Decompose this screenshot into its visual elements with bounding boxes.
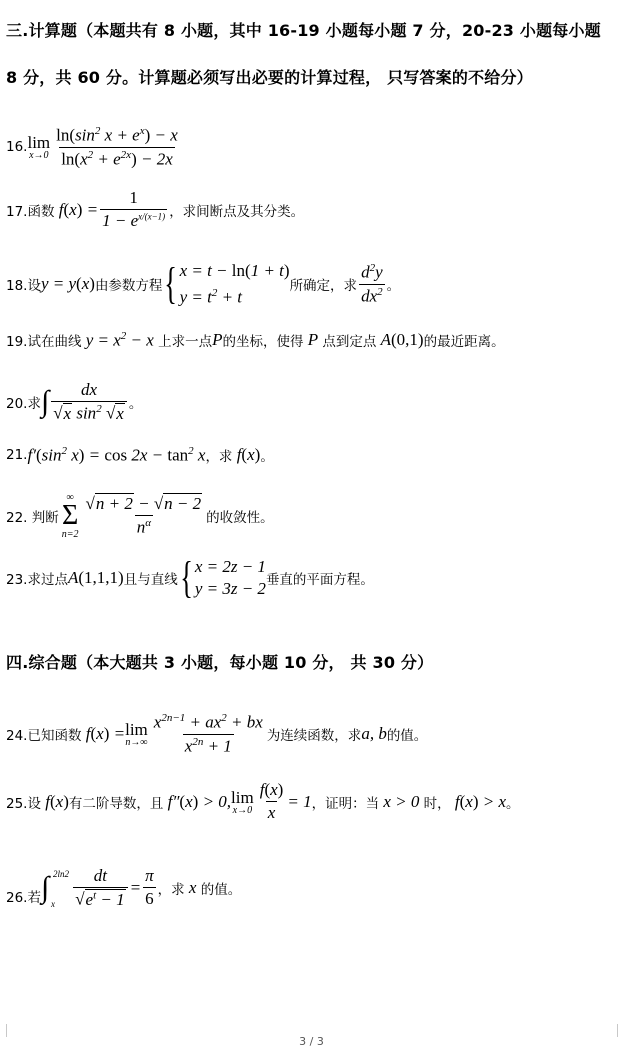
question-16 bbox=[6, 125, 182, 169]
question-26-number: 26.若 bbox=[6, 889, 41, 906]
question-23-number: 23.求过点 bbox=[6, 572, 68, 588]
question-20-formula: $\frac{dx}{√x \sin^2 √x}$ bbox=[51, 380, 127, 424]
question-17-formula: f(x) = bbox=[54, 199, 99, 219]
question-19-number: 19.试在曲线 bbox=[6, 334, 82, 351]
question-16-formula: $\frac{\ln(\sin^2 x + e^x) - x}{\ln(x^2 + e^{2x}) - 2x}$ bbox=[56, 125, 178, 169]
question-18: 18.设 y = y(x) 由参数方程 { x = t − ln(1 + t) $y = t^2 + t$ 所确定，求 $\frac{d^2y}{dx^2}$ 。 bbox=[6, 259, 401, 309]
question-23-system: x = 2z − 1 y = 3z − 2 bbox=[194, 557, 266, 598]
question-26: 26.若 ∫ 2ln2 x $\frac{dt}{√e^t - 1}$ = $\frac{\pi}{6}$ ，求 x 的值。 bbox=[6, 866, 242, 909]
question-24-formula: $\frac{x^{2n-1} + ax^2 + bx}{x^{2n} + 1}$ bbox=[153, 712, 263, 756]
question-24: 24.已知函数 f(x) = lim n→∞ $\frac{x^{2n-1} + ax^2 + bx}{x^{2n} + 1}$ 为连续函数，求 a, b 的值。 bbox=[6, 712, 428, 756]
question-18-mid-text: 由参数方程 bbox=[94, 278, 163, 295]
question-18-system: x = t − ln(1 + t) $y = t^2 + t$ bbox=[179, 261, 290, 307]
page-number: 3 / 3 bbox=[299, 1035, 324, 1048]
question-19: 19.试在曲线 $y = x^2 - x$ 上求一点 P 的坐标，使得 P 点到定点 A(0,1) 的最近距离。 bbox=[6, 330, 505, 351]
question-23: 23.求过点 A(1,1,1) 且与直线 { x = 2z − 1 y = 3z − 2 垂直的平面方程。 bbox=[6, 553, 374, 602]
question-17-number: 17.函数 bbox=[6, 203, 55, 220]
question-20-number: 20.求 bbox=[6, 395, 41, 412]
limit-symbol: lim x→0 bbox=[27, 133, 51, 162]
question-25-number: 25.设 bbox=[6, 795, 41, 812]
question-24-number: 24.已知函数 bbox=[6, 728, 82, 745]
question-26-formula: $\frac{dt}{√e^t - 1}$ bbox=[73, 866, 127, 910]
question-22-formula: $\frac{√n + 2 - √n - 2}{n^\alpha}$ bbox=[85, 494, 202, 537]
question-16-number: 16. bbox=[6, 139, 28, 156]
question-22-number: 22. 判断 bbox=[6, 510, 59, 526]
question-21: 21. $f'(\sin^2$ $x) = \cos 2x - \tan^2 x$ ，求 f(x) 。 bbox=[6, 445, 274, 466]
question-17: 17.函数 f(x) = $\frac{1}{1 - e^{x/(x-1)}}$ ，求间断点及其分类。 bbox=[6, 188, 305, 230]
section3-title-line2: 8 分，共 60 分。计算题必须写出必要的计算过程， 只写答案的不给分） bbox=[6, 68, 533, 87]
section4-title: 四.综合题（本大题共 3 小题，每小题 10 分， 共 30 分） bbox=[6, 653, 434, 672]
question-21-number: 21. bbox=[6, 447, 28, 464]
question-17-text: ，求间断点及其分类。 bbox=[169, 203, 305, 220]
question-22: 22. 判断 ∞ Σ n=2 $\frac{√n + 2 - √n - 2}{n^\alpha}$ 的收敛性。 bbox=[6, 492, 274, 540]
question-18-text: 所确定，求 bbox=[289, 278, 358, 295]
question-20: 20.求 ∫ $\frac{dx}{√x \sin^2 √x}$ 。 bbox=[6, 380, 143, 423]
section3-title-line1: 三.计算题（本题共有 8 小题，其中 16-19 小题每小题 7 分，20-23 小题每小题 bbox=[6, 21, 601, 40]
summation-symbol: ∞ Σ n=2 bbox=[61, 492, 79, 540]
question-18-number: 18.设 bbox=[6, 278, 41, 295]
question-25: 25.设 f(x) 有二阶导数，且 f″(x) > 0, lim x→0 $\frac{f(x)}{x}$ = 1 ，证明：当 x > 0 时， f(x) > x 。 bbox=[6, 780, 520, 822]
